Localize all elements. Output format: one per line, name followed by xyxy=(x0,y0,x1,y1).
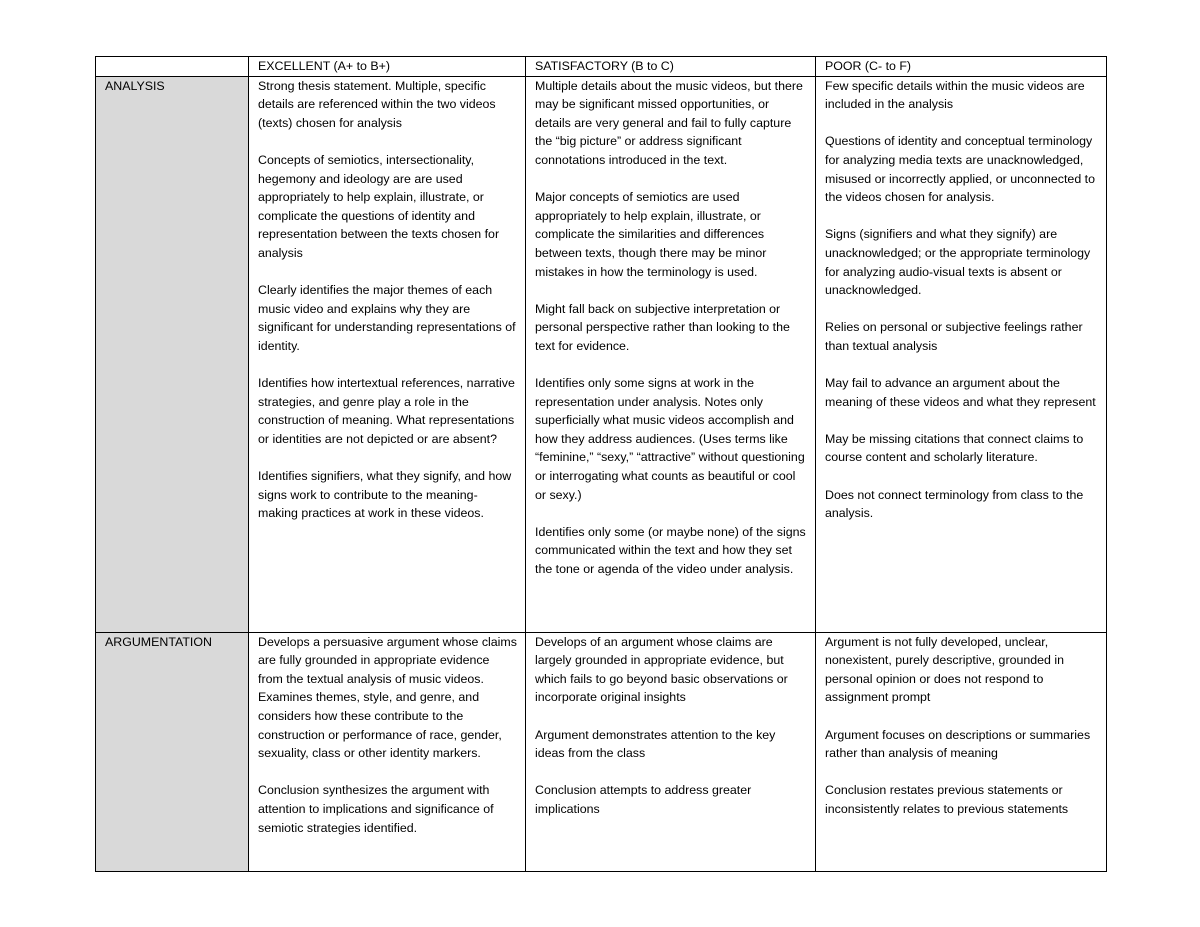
argumentation-satisfactory-paragraph: Conclusion attempts to address greater implications xyxy=(535,783,752,816)
analysis-poor-paragraph: Relies on personal or subjective feelings rather than textual analysis xyxy=(825,320,1083,353)
header-excellent: EXCELLENT (A+ to B+) xyxy=(249,57,526,77)
analysis-poor-paragraph: Does not connect terminology from class to the analysis. xyxy=(825,487,1084,521)
analysis-satisfactory-paragraph: Major concepts of semiotics are used appropriately to help explain, illustrate, or complicate the similarities and differences between texts, though there may be minor mistakes in how the terminology is used. xyxy=(535,190,767,279)
rubric-row-analysis xyxy=(96,76,1107,632)
argumentation-satisfactory-cell xyxy=(526,632,816,871)
analysis-poor-paragraph: May fail to advance an argument about the meaning of these videos and what they represent xyxy=(825,376,1096,409)
rubric-row-argumentation xyxy=(96,632,1107,871)
header-satisfactory: SATISFACTORY (B to C) xyxy=(526,57,816,77)
criterion-argumentation: ARGUMENTATION xyxy=(96,632,249,871)
analysis-excellent-paragraph: Strong thesis statement. Multiple, specific details are referenced within the two videos (texts) chosen for analysis xyxy=(258,78,496,130)
argumentation-poor-cell xyxy=(816,632,1107,871)
analysis-poor-cell xyxy=(816,76,1107,632)
header-row xyxy=(96,57,1107,77)
analysis-poor-paragraph: Few specific details within the music videos are included in the analysis xyxy=(825,78,1085,112)
argumentation-excellent-cell xyxy=(249,632,526,871)
analysis-poor-paragraph: Signs (signifiers and what they signify) are unacknowledged; or the appropriate terminology for analyzing audio-visual texts is absent or unacknowledged. xyxy=(825,227,1091,298)
analysis-excellent-paragraph: Identifies how intertextual references, narrative strategies, and genre play a role in the construction of meaning. What representations or identities are not depicted or are absent? xyxy=(258,376,515,446)
analysis-satisfactory-paragraph: Might fall back on subjective interpretation or personal perspective rather than looking to the text for evidence. xyxy=(535,301,790,353)
header-poor: POOR (C- to F) xyxy=(816,57,1107,77)
analysis-excellent-paragraph: Identifies signifiers, what they signify, and how signs work to contribute to the meaning-making practices at work in these videos. xyxy=(258,469,512,521)
argumentation-excellent-paragraph: Conclusion synthesizes the argument with attention to implications and significance of semiotic strategies identified. xyxy=(258,783,494,835)
criterion-analysis: ANALYSIS xyxy=(96,76,249,632)
analysis-excellent-paragraph: Clearly identifies the major themes of each music video and explains why they are significant for understanding representations of identity. xyxy=(258,283,516,353)
argumentation-excellent-paragraph: Develops a persuasive argument whose claims are fully grounded in appropriate evidence from the textual analysis of music videos. Examines themes, style, and genre, and considers how these contribute to the construction or performance of race, gender, sexuality, class or other identity markers. xyxy=(258,634,517,761)
argumentation-poor-paragraph: Argument is not fully developed, unclear, nonexistent, purely descriptive, grounded in personal opinion or does not respond to assignment prompt xyxy=(825,634,1065,705)
analysis-satisfactory-paragraph: Identifies only some (or maybe none) of the signs communicated within the text and how they set the tone or agenda of the video under analysis. xyxy=(535,524,806,577)
argumentation-satisfactory-paragraph: Argument demonstrates attention to the key ideas from the class xyxy=(535,727,776,761)
analysis-poor-paragraph: May be missing citations that connect claims to course content and scholarly literature. xyxy=(825,431,1084,465)
grading-rubric-table xyxy=(95,56,1107,872)
analysis-excellent-paragraph: Concepts of semiotics, intersectionality, hegemony and ideology are are used appropriately to help explain, illustrate, or complicate the questions of identity and representation between the texts chosen for analysis xyxy=(258,152,500,260)
analysis-poor-paragraph: Questions of identity and conceptual terminology for analyzing media texts are unacknowledged, misused or incorrectly applied, or unconnected to the videos chosen for analysis. xyxy=(825,134,1095,205)
analysis-satisfactory-cell xyxy=(526,76,816,632)
header-corner-cell xyxy=(96,57,249,77)
analysis-excellent-cell xyxy=(249,76,526,632)
argumentation-satisfactory-paragraph: Develops of an argument whose claims are largely grounded in appropriate evidence, but which fails to go beyond basic observations or incorporate original insights xyxy=(535,634,788,705)
argumentation-poor-paragraph: Argument focuses on descriptions or summaries rather than analysis of meaning xyxy=(825,727,1091,761)
argumentation-poor-paragraph: Conclusion restates previous statements or inconsistently relates to previous statements xyxy=(825,783,1069,816)
analysis-satisfactory-paragraph: Identifies only some signs at work in the representation under analysis. Notes only superficially what music videos accomplish and how they address audiences. (Uses terms like “feminine,” “sexy,” “attractive” without questioning or interrogating what counts as beautiful or cool or sexy.) xyxy=(535,376,805,502)
analysis-satisfactory-paragraph: Multiple details about the music videos, but there may be significant missed opportunities, or details are very general and fail to fully capture the “big picture” or address significant connotations introduced in the text. xyxy=(535,78,803,167)
